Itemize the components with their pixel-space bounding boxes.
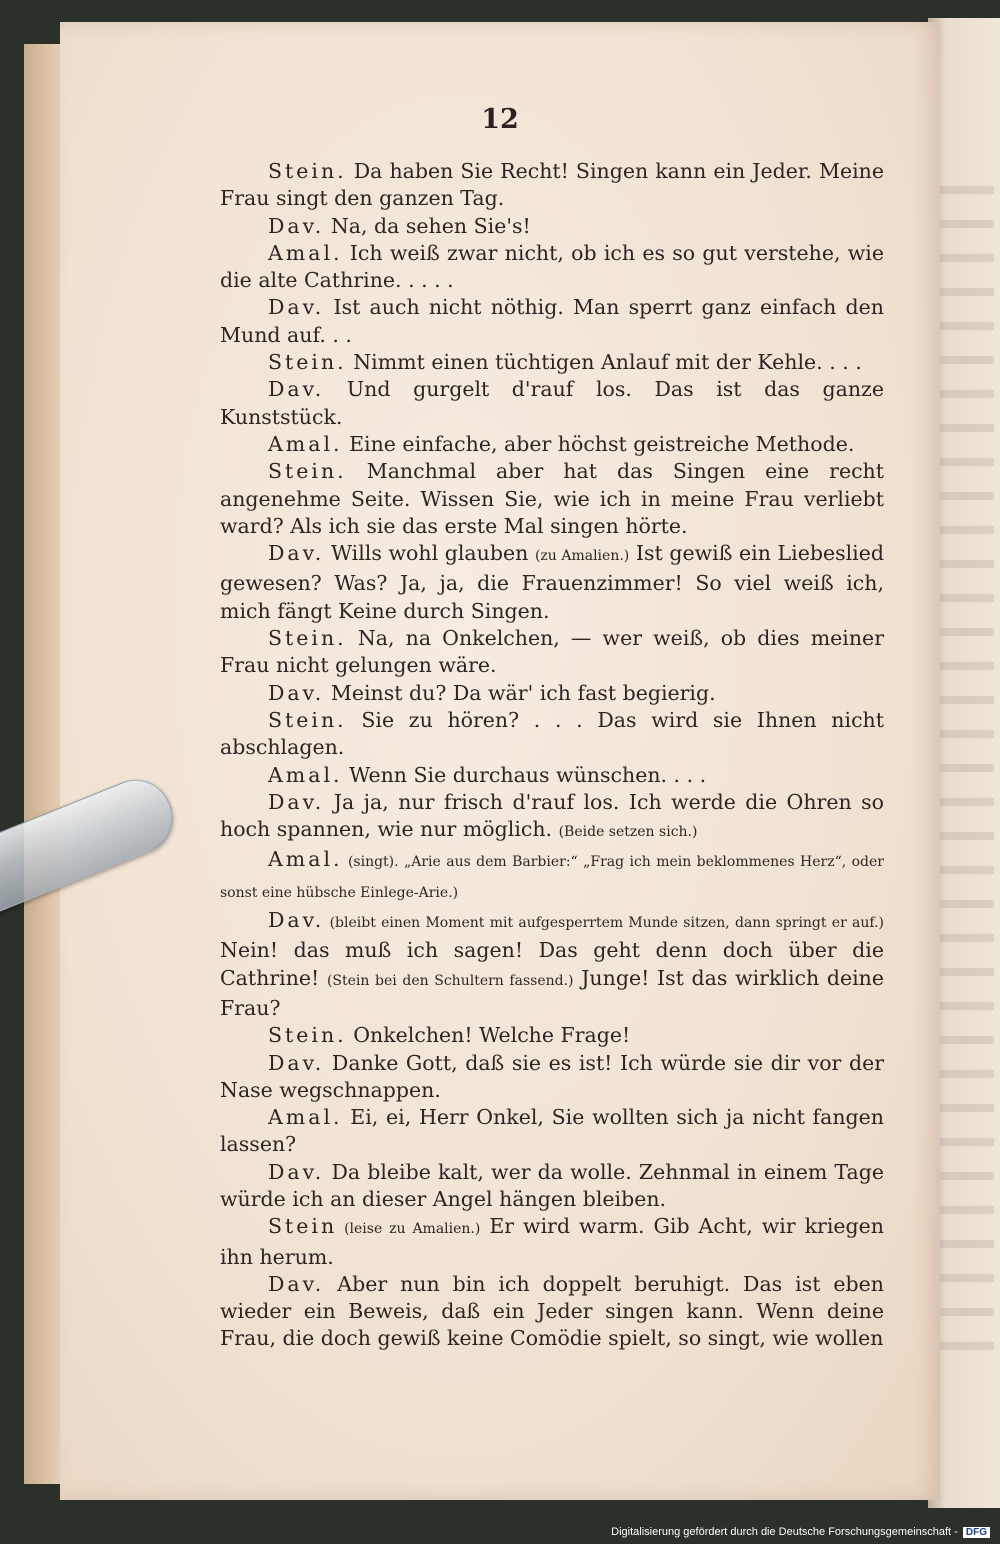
stage-direction: (bleibt einen Moment mit aufgesperrtem Munde sitzen, dann springt er auf.) <box>324 915 884 932</box>
speaker: Stein <box>268 1214 338 1239</box>
dialogue-line <box>220 1213 884 1271</box>
line-text: Danke Gott, daß sie es ist! Ich würde sie dir vor der Nase wegschnappen. <box>220 1050 884 1102</box>
line-text: Na, na Onkelchen, — wer weiß, ob dies meiner Frau nicht gelungen wäre. <box>220 626 884 678</box>
line-text: Nimmt einen tüchtigen Anlauf mit der Kehle. . . . <box>346 350 862 375</box>
dialogue-line <box>220 158 884 213</box>
line-text: Ist gewiß ein Liebeslied gewesen? Was? Ja, ja, die Frauenzimmer! So viel weiß ich, mich fängt Keine durch Singen. <box>220 541 884 623</box>
speaker: Dav. <box>268 213 325 238</box>
line-text: Da haben Sie Recht! Singen kann ein Jeder. Meine Frau singt den ganzen Tag. <box>220 159 884 211</box>
dialogue-line <box>220 540 884 625</box>
speaker: Amal. <box>268 762 343 787</box>
line-text: Onkelchen! Welche Frage! <box>346 1023 631 1048</box>
dialogue-line <box>220 294 884 349</box>
dialogue-line <box>220 1271 884 1353</box>
dfg-logo: DFG <box>963 1527 990 1538</box>
speaker: Dav. <box>268 1271 325 1296</box>
dialogue-line <box>220 625 884 680</box>
line-text: Ist auch nicht nöthig. Man sperrt ganz einfach den Mund auf. . . <box>220 295 884 347</box>
line-text: Manchmal aber hat das Singen eine recht angenehme Seite. Wissen Sie, wie ich in meine Frau verliebt ward? Als ich sie das erste Mal singen hörte. <box>220 459 884 538</box>
dialogue-line <box>220 458 884 540</box>
speaker: Dav. <box>268 789 325 814</box>
stage-direction: (singt). „Arie aus dem Barbier:“ „Frag ich mein beklommenes Herz“, oder sonst eine hübsche Einlege-Arie.) <box>220 854 884 901</box>
credit-text: Digitalisierung gefördert durch die Deutsche Forschungsgemeinschaft - <box>611 1526 958 1538</box>
dialogue-line <box>220 376 884 431</box>
dialogue-line <box>220 789 884 847</box>
speaker: Stein. <box>268 459 347 484</box>
line-text: Ei, ei, Herr Onkel, Sie wollten sich ja nicht fangen lassen? <box>220 1105 884 1157</box>
speaker: Amal. <box>268 240 343 265</box>
line-text: Eine einfache, aber höchst geistreiche Methode. <box>342 431 855 456</box>
dialogue-line <box>220 846 884 907</box>
facing-page-bleed <box>934 168 994 1368</box>
line-text: Da bleibe kalt, wer da wolle. Zehnmal in einem Tage würde ich an dieser Angel hängen bleiben. <box>220 1159 884 1211</box>
dialogue-line <box>220 1159 884 1214</box>
line-text: Und gurgelt d'rauf los. Das ist das ganze Kunststück. <box>220 377 884 429</box>
speaker: Dav. <box>268 1050 325 1075</box>
dialogue-line <box>220 431 884 458</box>
dialogue-line <box>220 349 884 376</box>
dialogue-line <box>220 1050 884 1105</box>
speaker: Stein. <box>268 350 347 375</box>
speaker: Amal. <box>268 431 343 456</box>
speaker: Stein. <box>268 626 347 651</box>
speaker: Dav. <box>268 908 325 933</box>
speaker: Amal. <box>268 847 343 872</box>
speaker: Stein. <box>268 1023 347 1048</box>
stage-direction: (leise zu Amalien.) <box>337 1221 481 1238</box>
dialogue-line <box>220 907 884 1022</box>
dialogue-line <box>220 240 884 295</box>
stage-direction: (zu Amalien.) <box>534 548 630 565</box>
dialogue-line <box>220 762 884 789</box>
stage-direction: (Stein bei den Schultern fassend.) <box>326 972 574 989</box>
line-text: Ja ja, nur frisch d'rauf los. Ich werde die Ohren so hoch spannen, wie nur möglich. <box>220 789 884 842</box>
line-text: Wills wohl glauben <box>324 541 535 566</box>
dialogue-line <box>220 1104 884 1159</box>
speaker: Dav. <box>268 680 325 705</box>
line-text: Na, da sehen Sie's! <box>324 213 531 238</box>
line-text: Wenn Sie durchaus wünschen. . . . <box>342 762 707 787</box>
speaker: Amal. <box>268 1105 343 1130</box>
page-number: 12 <box>481 104 519 135</box>
line-text: Meinst du? Da wär' ich fast begierig. <box>324 680 716 705</box>
dialogue-line <box>220 680 884 707</box>
speaker: Dav. <box>268 541 325 566</box>
stage-direction: (Beide setzen sich.) <box>558 824 698 841</box>
line-text: Ich weiß zwar nicht, ob ich es so gut verstehe, wie die alte Cathrine. . . . . <box>220 240 884 293</box>
line-text: Sie zu hören? . . . Das wird sie Ihnen nicht abschlagen. <box>220 707 884 760</box>
line-text: Nein! das muß ich sagen! Das geht denn doch über die Cathrine! <box>220 938 884 990</box>
page-body <box>220 158 884 1353</box>
dialogue-line <box>220 707 884 762</box>
dialogue-line <box>220 1022 884 1049</box>
line-text: Aber nun bin ich doppelt beruhigt. Das ist eben wieder ein Beweis, daß ein Jeder singen kann. Wenn deine Frau, die doch gewiß keine Comödie spielt, so singt, wie wollen <box>220 1271 884 1351</box>
speaker: Dav. <box>268 295 325 320</box>
speaker: Dav. <box>268 377 325 402</box>
line-text: Er wird warm. Gib Acht, wir kriegen ihn herum. <box>220 1214 884 1269</box>
speaker: Dav. <box>268 1159 325 1184</box>
dialogue-line <box>220 213 884 240</box>
speaker: Stein. <box>268 707 347 732</box>
digitization-credit <box>611 1526 990 1538</box>
speaker: Stein. <box>268 159 347 183</box>
line-text: Junge! Ist das wirklich deine Frau? <box>220 965 885 1020</box>
